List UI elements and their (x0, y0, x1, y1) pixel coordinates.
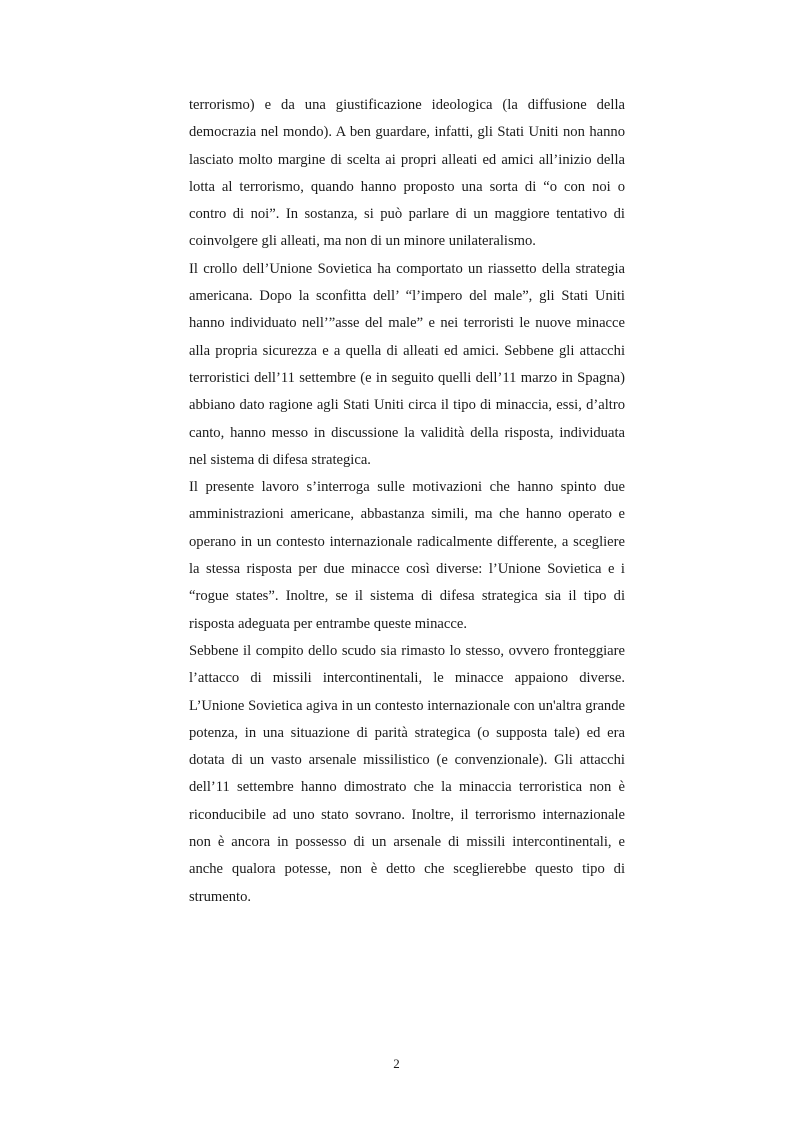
paragraph-3: Il presente lavoro s’interroga sulle motivazioni che hanno spinto due amministrazioni americane, abbastanza simili, ma che hanno operato e operano in un contesto internazionale radicalmente differente, a scegliere la stessa risposta per due minacce così diverse: l’Unione Sovietica e i “rogue states”. Inoltre, se il sistema di difesa strategica sia il tipo di risposta adeguata per entrambe queste minacce. (189, 479, 625, 632)
paragraph-1: terrorismo) e da una giustificazione ideologica (la diffusione della democrazia nel mondo). A ben guardare, infatti, gli Stati Uniti non hanno lasciato molto margine di scelta ai propri alleati ed amici all’inizio della lotta al terrorismo, quando hanno proposto una sorta di “o con noi o contro di noi”. In sostanza, si può parlare di un maggiore tentativo di coinvolgere gli alleati, ma non di un minore unilateralismo. (189, 97, 625, 250)
paragraph-4: Sebbene il compito dello scudo sia rimasto lo stesso, ovvero fronteggiare l’attacco di missili intercontinentali, le minacce appaiono diverse. L’Unione Sovietica agiva in un contesto internazionale con un'altra grande potenza, in una situazione di parità strategica (o supposta tale) ed era dotata di un vasto arsenale missilistico (e convenzionale). Gli attacchi dell’11 settembre hanno dimostrato che la minaccia terroristica non è riconducibile ad uno stato sovrano. Inoltre, il terrorismo internazionale non è ancora in possesso di un arsenale di missili intercontinentali, e anche qualora potesse, non è detto che sceglierebbe questo tipo di strumento. (189, 642, 625, 905)
paragraph-2: Il crollo dell’Unione Sovietica ha comportato un riassetto della strategia americana. Dopo la sconfitta dell’ “l’impero del male”, gli Stati Uniti hanno individuato nell’”asse del male” e nei terroristi le nuove minacce alla propria sicurezza e a quella di alleati ed amici. Sebbene gli attacchi terroristici dell’11 settembre (e in seguito quelli dell’11 marzo in Spagna) abbiano dato ragione agli Stati Uniti circa il tipo di minaccia, essi, d’altro canto, hanno messo in discussione la validità della risposta, individuata nel sistema di difesa strategica. (189, 260, 625, 468)
page-number: 2 (393, 1056, 400, 1071)
body-text (189, 92, 625, 911)
